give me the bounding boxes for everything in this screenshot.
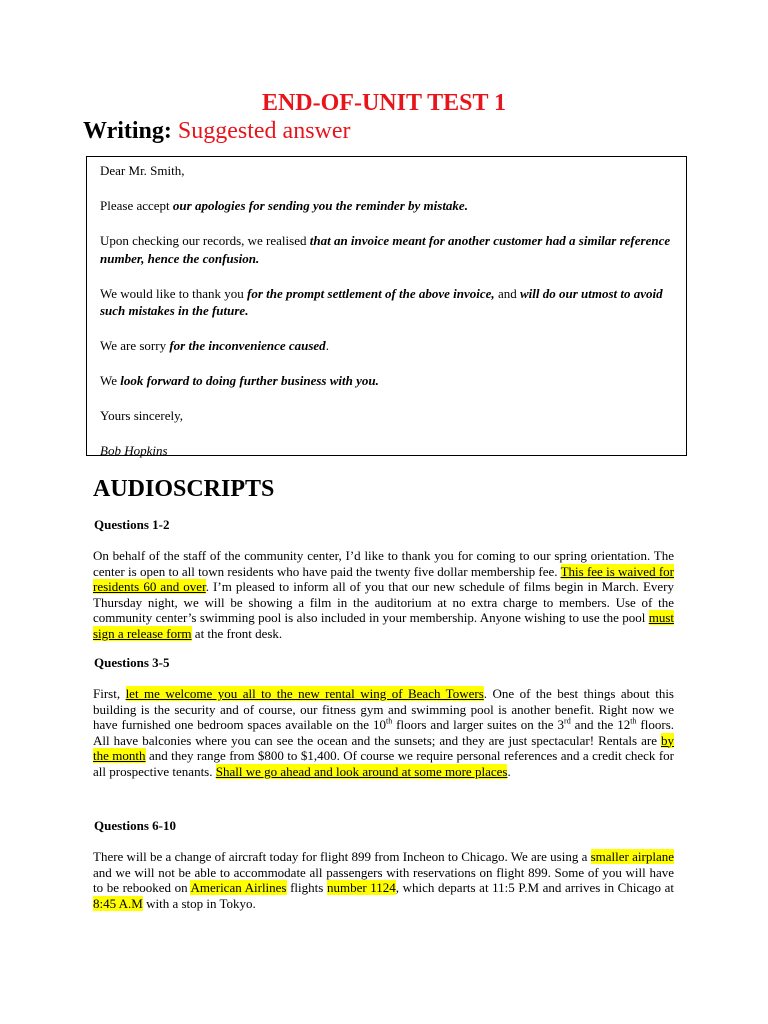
letter-paragraph	[100, 285, 674, 320]
questions-6-10-script	[93, 849, 674, 911]
questions-6-10-heading: Questions 6-10	[94, 818, 176, 833]
letter-emphasis: that an invoice meant for another customer had a similar reference number, hence the confusion.	[100, 233, 671, 266]
letter-paragraph	[100, 337, 674, 355]
ordinal-suffix: rd	[564, 716, 571, 726]
answer-highlight: let me welcome you all to the new rental wing of Beach Towers	[125, 686, 484, 701]
script-text: floors. All have balconies where you can see the ocean and the sunsets; and they are just spectacular! Rentals are	[93, 717, 674, 748]
letter-paragraph	[100, 197, 674, 215]
questions-1-2-heading: Questions 1-2	[94, 517, 170, 532]
answer-highlight: must sign a release form	[93, 610, 674, 641]
script-text: First,	[93, 686, 126, 701]
letter-signature: Bob Hopkins	[100, 443, 168, 458]
writing-heading	[83, 116, 351, 146]
letter-box	[86, 156, 687, 456]
audioscripts-heading: AUDIOSCRIPTS	[93, 476, 275, 502]
script-text: with a stop in Tokyo.	[142, 895, 256, 911]
ordinal-suffix: th	[385, 716, 393, 726]
script-text: There will be a change of aircraft today for flight 899 from Incheon to Chicago. We are using a	[93, 849, 591, 864]
letter-text: and	[494, 285, 520, 301]
letter-paragraph	[100, 232, 674, 267]
script-text: flights	[286, 880, 327, 895]
letter-emphasis: for the prompt settlement of the above invoice,	[247, 285, 495, 301]
writing-subtitle: Suggested answer	[177, 118, 351, 144]
script-text: and they range from $800 to $1,400. Of course we require personal references and a credit check for all prospective tenants.	[93, 748, 675, 779]
ordinal-suffix: th	[630, 716, 637, 726]
letter-emphasis: our apologies for sending you the reminder by mistake.	[172, 198, 468, 213]
writing-label: Writing:	[83, 118, 172, 144]
page-title: END-OF-UNIT TEST 1	[261, 90, 507, 116]
script-text: . One of the best things about this building is the security and of course, our fitness gym and swimming pool is another benefit. Right now we have furnished one bedroom spaces available on the 10	[93, 686, 674, 732]
script-text: and the 12	[570, 717, 631, 732]
answer-highlight: American Airlines	[190, 880, 287, 895]
answer-highlight: number 1124	[326, 880, 396, 895]
letter-text: We	[100, 373, 121, 388]
letter-paragraph	[100, 372, 674, 390]
questions-3-5-script	[93, 686, 674, 779]
answer-highlight: This fee is waived for residents 60 and over	[93, 563, 675, 594]
script-text: .	[507, 763, 511, 779]
letter-text: Upon checking our records, we realised	[100, 233, 310, 248]
letter-emphasis: will do our utmost to avoid such mistakes in the future.	[100, 285, 663, 318]
script-text: , which departs at 11:5 P.M and arrives in Chicago at	[395, 880, 674, 895]
letter-emphasis: look forward to doing further business with you.	[120, 373, 379, 388]
answer-highlight: Shall we go ahead and look around at some more places	[215, 763, 508, 779]
letter-text: We would like to thank you	[100, 285, 247, 301]
answer-highlight: 8:45 A.M	[93, 895, 143, 911]
questions-1-2-script	[93, 548, 674, 641]
script-text: . I’m pleased to inform all of you that our new schedule of films begin in March. Every Thursday night, we will be showing a film in the auditorium at no extra charge to members. Use of the community center’s swimming pool is also included in your membership. Anyone wishing to use the pool	[93, 579, 674, 625]
script-text: and we will not be able to accommodate all passengers with reservations on flight 899. Some of you will have to be rebooked on	[93, 864, 674, 895]
letter-emphasis: for the inconvenience caused	[169, 338, 326, 353]
letter-salutation: Dear Mr. Smith,	[100, 163, 185, 178]
letter-text: We are sorry	[100, 338, 170, 353]
letter-text: .	[325, 338, 329, 353]
questions-3-5-heading: Questions 3-5	[94, 655, 170, 670]
answer-highlight: smaller airplane	[590, 849, 674, 864]
letter-text: Please accept	[100, 198, 173, 213]
letter-closing: Yours sincerely,	[100, 408, 184, 423]
script-text: floors and larger suites on the 3	[392, 717, 565, 732]
script-text: at the front desk.	[191, 625, 283, 641]
answer-highlight: by the month	[93, 732, 674, 763]
script-text: On behalf of the staff of the community center, I’d like to thank you for coming to our spring orientation. The center is open to all town residents who have paid the twenty five dollar membership fee.	[93, 548, 674, 579]
